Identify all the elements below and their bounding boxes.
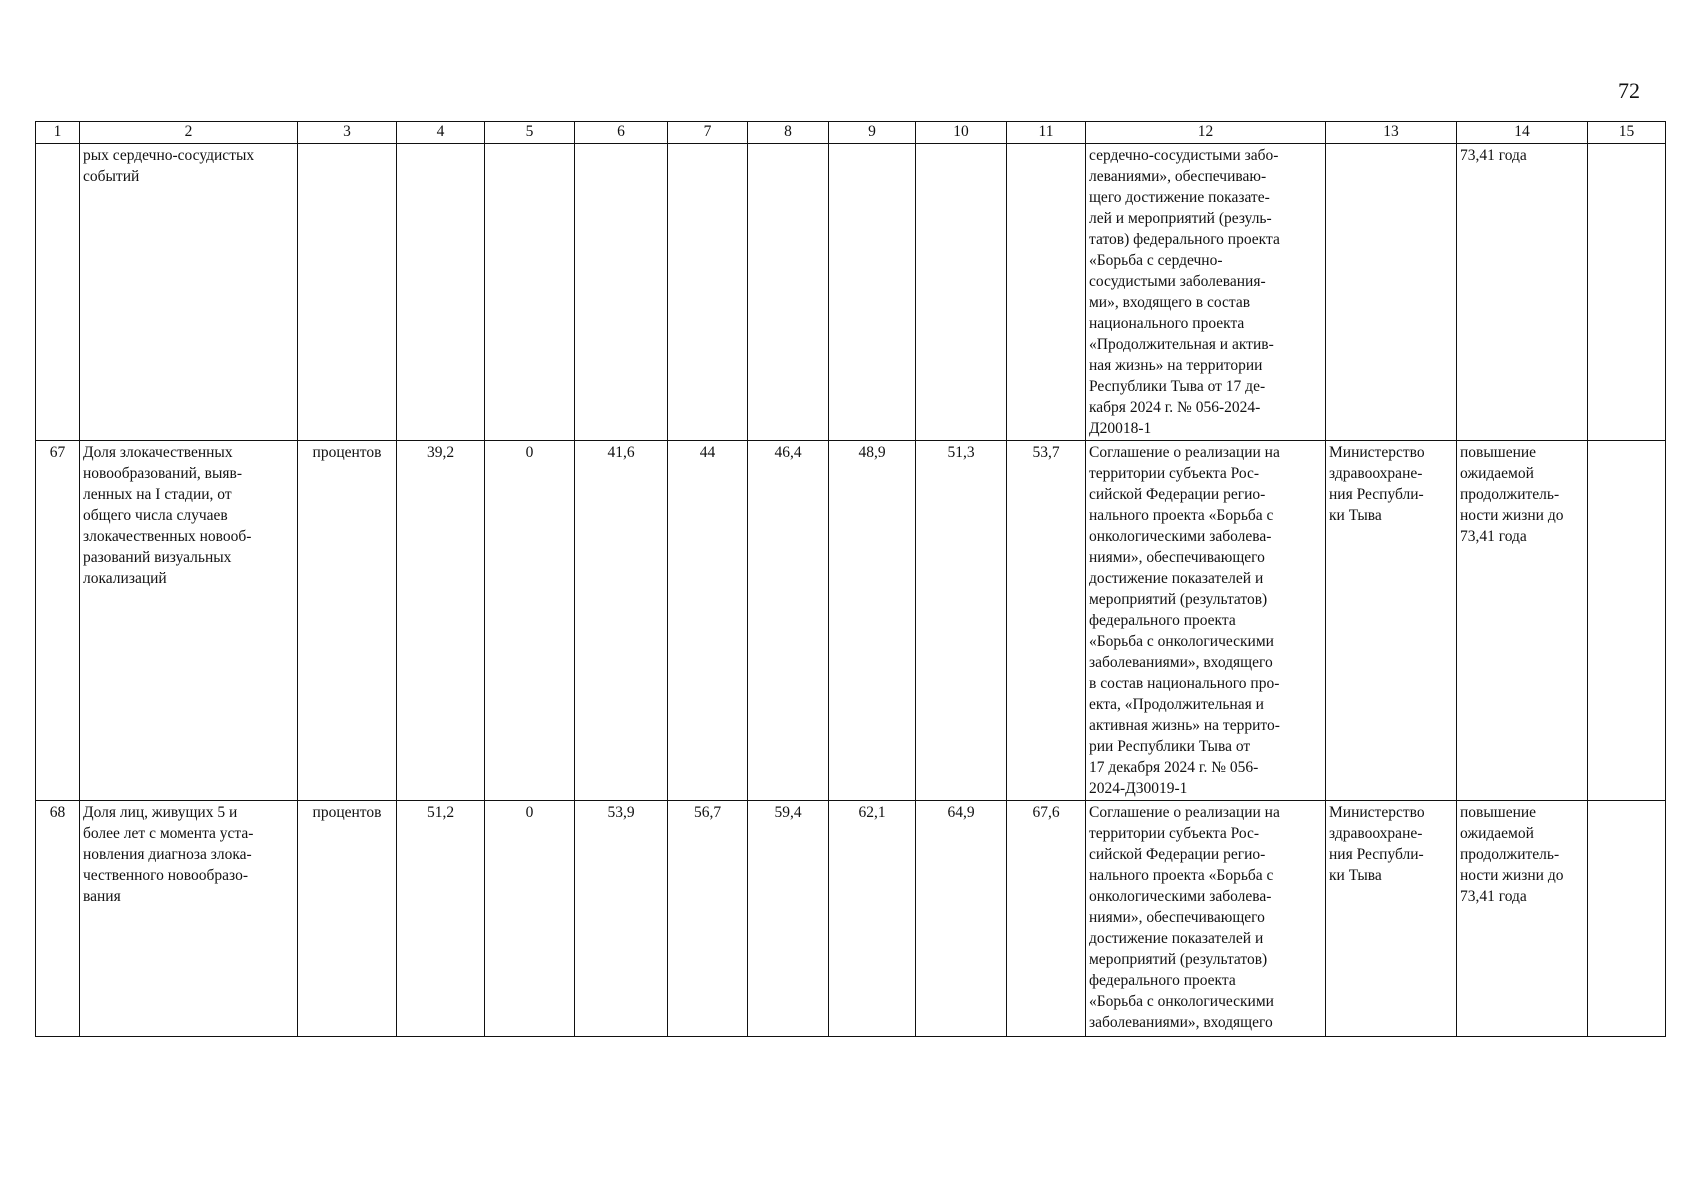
unit: процентов bbox=[298, 801, 397, 1037]
col-15-cell bbox=[1588, 144, 1666, 441]
value-col-11: 67,6 bbox=[1007, 801, 1086, 1037]
col-header-5: 5 bbox=[485, 122, 575, 144]
row-number: 67 bbox=[36, 441, 80, 801]
table-row bbox=[36, 801, 1666, 1037]
goal-text: повышение ожидаемой продолжитель- ности жизни до 73,41 года bbox=[1457, 441, 1588, 801]
agreement-text: сердечно-сосудистыми забо- леваниями», обеспечиваю- щего достижение показате- лей и мероприятий (резуль- татов) федерального проекта «Борьба с сердечно- сосудистыми заболевания- ми», входящего в состав национального проекта «Продолжительная и актив- ная жизнь» на территории Республики Тыва от 17 де- кабря 2024 г. № 056-2024- Д20018-1 bbox=[1086, 144, 1326, 441]
value-col-4: 39,2 bbox=[397, 441, 485, 801]
value-col-6 bbox=[575, 144, 668, 441]
responsible-body: Министерство здравоохране- ния Республи- ки Тыва bbox=[1326, 801, 1457, 1037]
value-col-9: 62,1 bbox=[829, 801, 916, 1037]
page-number: 72 bbox=[1618, 78, 1640, 103]
value-col-6: 41,6 bbox=[575, 441, 668, 801]
col-15-cell bbox=[1588, 801, 1666, 1037]
value-col-4: 51,2 bbox=[397, 801, 485, 1037]
unit: процентов bbox=[298, 441, 397, 801]
col-header-4: 4 bbox=[397, 122, 485, 144]
value-col-10: 64,9 bbox=[916, 801, 1007, 1037]
goal-text: повышение ожидаемой продолжитель- ности жизни до 73,41 года bbox=[1457, 801, 1588, 1037]
col-header-3: 3 bbox=[298, 122, 397, 144]
col-header-12: 12 bbox=[1086, 122, 1326, 144]
col-header-10: 10 bbox=[916, 122, 1007, 144]
value-col-8 bbox=[748, 144, 829, 441]
value-col-6: 53,9 bbox=[575, 801, 668, 1037]
col-header-6: 6 bbox=[575, 122, 668, 144]
value-col-7 bbox=[668, 144, 748, 441]
value-col-9 bbox=[829, 144, 916, 441]
row-number bbox=[36, 144, 80, 441]
col-header-8: 8 bbox=[748, 122, 829, 144]
value-col-5: 0 bbox=[485, 441, 575, 801]
table-row bbox=[36, 441, 1666, 801]
indicator-name: рых сердечно-сосудистых событий bbox=[80, 144, 298, 441]
col-header-14: 14 bbox=[1457, 122, 1588, 144]
value-col-7: 56,7 bbox=[668, 801, 748, 1037]
value-col-10: 51,3 bbox=[916, 441, 1007, 801]
agreement-text: Соглашение о реализации на территории субъекта Рос- сийской Федерации регио- нального проекта «Борьба с онкологическими заболева- ниями», обеспечивающего достижение показателей и мероприятий (результатов) федерального проекта «Борьба с онкологическими заболеваниями», входящего в состав национального про- екта, «Продолжительная и активная жизнь» на террито- рии Республики Тыва от 17 декабря 2024 г. № 056- 2024-Д30019-1 bbox=[1086, 441, 1326, 801]
value-col-8: 46,4 bbox=[748, 441, 829, 801]
goal-text: 73,41 года bbox=[1457, 144, 1588, 441]
indicators-table bbox=[35, 121, 1666, 1037]
value-col-5 bbox=[485, 144, 575, 441]
value-col-11: 53,7 bbox=[1007, 441, 1086, 801]
indicator-name: Доля злокачественных новообразований, выяв- ленных на I стадии, от общего числа случаев злокачественных новооб- разований визуальных локализаций bbox=[80, 441, 298, 801]
indicator-name: Доля лиц, живущих 5 и более лет с момента уста- новления диагноза злока- чественного новообразо- вания bbox=[80, 801, 298, 1037]
col-header-7: 7 bbox=[668, 122, 748, 144]
col-header-13: 13 bbox=[1326, 122, 1457, 144]
value-col-7: 44 bbox=[668, 441, 748, 801]
agreement-text: Соглашение о реализации на территории субъекта Рос- сийской Федерации регио- нального проекта «Борьба с онкологическими заболева- ниями», обеспечивающего достижение показателей и мероприятий (результатов) федерального проекта «Борьба с онкологическими заболеваниями», входящего bbox=[1086, 801, 1326, 1037]
value-col-9: 48,9 bbox=[829, 441, 916, 801]
col-header-1: 1 bbox=[36, 122, 80, 144]
row-number: 68 bbox=[36, 801, 80, 1037]
col-header-15: 15 bbox=[1588, 122, 1666, 144]
value-col-5: 0 bbox=[485, 801, 575, 1037]
col-header-9: 9 bbox=[829, 122, 916, 144]
table-row bbox=[36, 144, 1666, 441]
value-col-4 bbox=[397, 144, 485, 441]
unit bbox=[298, 144, 397, 441]
column-number-row bbox=[36, 122, 1666, 144]
value-col-10 bbox=[916, 144, 1007, 441]
col-header-2: 2 bbox=[80, 122, 298, 144]
responsible-body: Министерство здравоохране- ния Республи- ки Тыва bbox=[1326, 441, 1457, 801]
col-header-11: 11 bbox=[1007, 122, 1086, 144]
col-15-cell bbox=[1588, 441, 1666, 801]
responsible-body bbox=[1326, 144, 1457, 441]
value-col-11 bbox=[1007, 144, 1086, 441]
value-col-8: 59,4 bbox=[748, 801, 829, 1037]
